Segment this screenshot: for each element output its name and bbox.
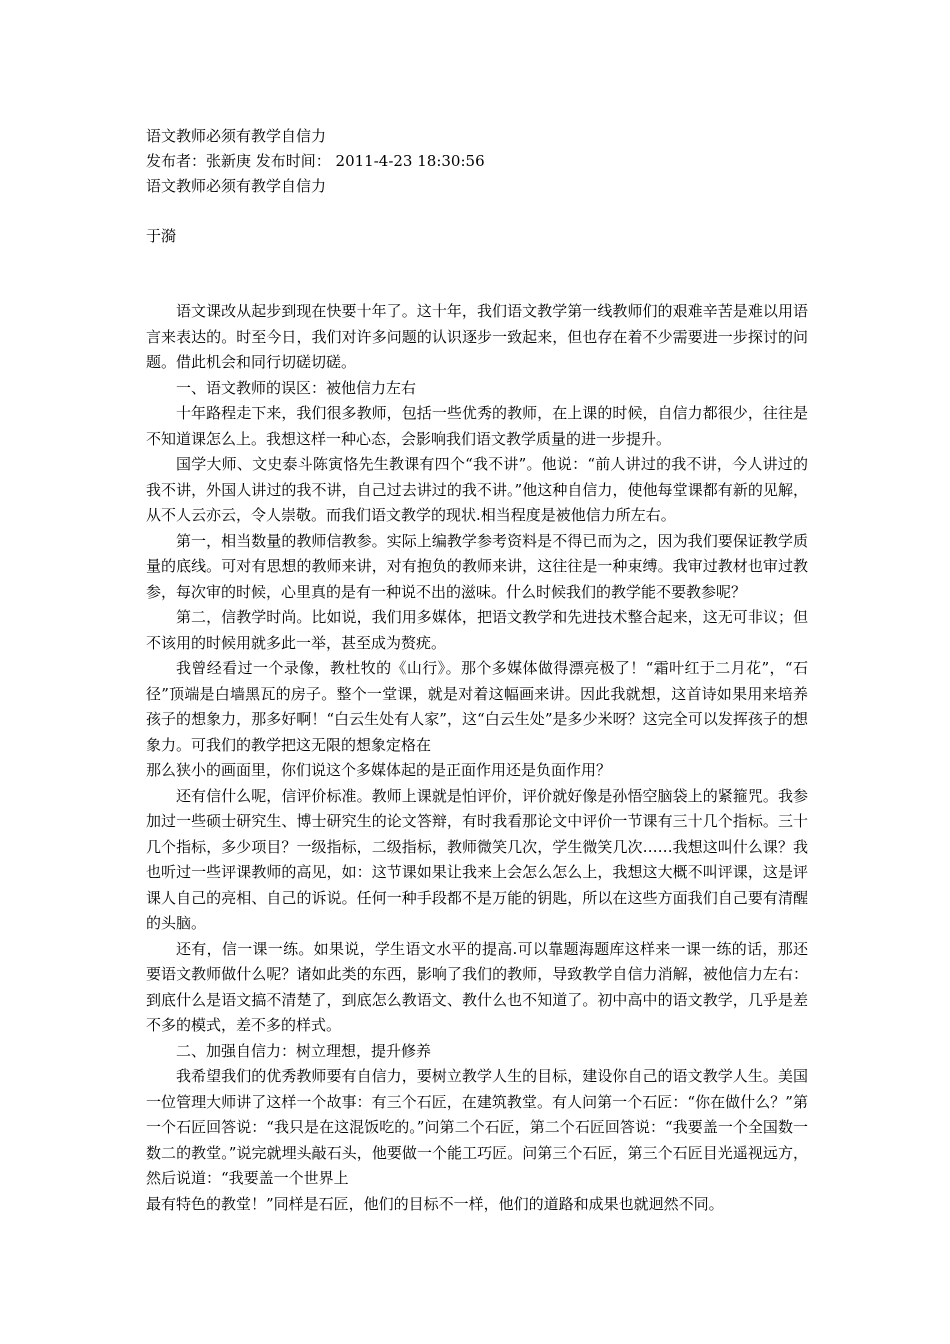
body-paragraph: 国学大师、文史泰斗陈寅恪先生教课有四个“我不讲”。他说：“前人讲过的我不讲，今人讲过的我不讲，外国人讲过的我不讲，自己过去讲过的我不讲。”他这种自信力，使他每堂课都有新的见解，从不人云亦云，令人崇敬。而我们语文教学的现状.相当程度是被他信力所左右。 — [146, 455, 808, 524]
spacer — [146, 249, 808, 299]
document-page — [146, 124, 808, 1217]
body-paragraph: 第二，信教学时尚。比如说，我们用多媒体，把语文教学和先进技术整合起来，这无可非议；但不该用的时候用就多此一举，甚至成为赘疣。 — [146, 608, 808, 652]
body-paragraph: 第一，相当数量的教师信教参。实际上编教学参考资料是不得已而为之，因为我们要保证教学质量的底线。可对有思想的教师来讲，对有抱负的教师来讲，这往往是一种束缚。我审过教材也审过教参，每次审的时候，心里真的是有一种说不出的滋味。什么时候我们的教学能不要教参呢？ — [146, 531, 808, 601]
body-paragraph: 还有，信一课一练。如果说，学生语文水平的提高.可以靠题海题库这样来一课一练的话，那还要语文教师做什么呢？诸如此类的东西，影响了我们的教师，导致教学自信力消解，被他信力左右：到底什么是语文搞不清楚了，到底怎么教语文、教什么也不知道了。初中高中的语文教学，几乎是差不多的模式，差不多的样式。 — [146, 939, 808, 1034]
document-title: 语文教师必须有教学自信力 — [146, 127, 327, 145]
intro-paragraph: 语文课改从起步到现在快要十年了。这十年，我们语文教学第一线教师们的艰难辛苦是难以用语言来表达的。时至今日，我们对许多问题的认识逐步一致起来，但也存在着不少需要进一步探讨的问题。借此机会和同行切磋切磋。 — [146, 302, 808, 371]
section-heading-2: 二、加强自信力：树立理想，提升修养 — [176, 1041, 432, 1060]
body-paragraph: 我希望我们的优秀教师要有自信力，要树立教学人生的目标，建设你自己的语文教学人生。美国一位管理大师讲了这样一个故事：有三个石匠，在建筑教堂。有人问第一个石匠：“你在做什么？”第一个石匠回答说：“我只是在这混饭吃的。”问第二个石匠，第二个石匠回答说：“我要盖一个全国数一数二的教堂。”说完就埋头敲石头，他要做一个能工巧匠。问第三个石匠，第三个石匠目光遥视远方，然后说道：“我要盖一个世界上 — [146, 1067, 808, 1187]
body-paragraph-continuation: 那么狭小的画面里，你们说这个多媒体起的是正面作用还是负面作用？ — [146, 761, 612, 779]
article-title: 语文教师必须有教学自信力 — [146, 177, 327, 195]
body-paragraph: 我曾经看过一个录像，教杜牧的《山行》。那个多媒体做得漂亮极了！“霜叶红于二月花”，“石径”顶端是白墙黑瓦的房子。整个一堂课，就是对着这幅画来讲。因此我就想，这首诗如果用来培养孩子的想象力，那多好啊！“白云生处有人家”，这“白云生处”是多少米呀？这完全可以发挥孩子的想象力。可我们的教学把这无限的想象定格在 — [146, 659, 808, 754]
body-paragraph-continuation: 最有特色的教堂！”同样是石匠，他们的目标不一样，他们的道路和成果也就迥然不同。 — [146, 1194, 724, 1213]
body-paragraph: 还有信什么呢，信评价标准。教师上课就是怕评价，评价就好像是孙悟空脑袋上的紧箍咒。我参加过一些硕士研究生、博士研究生的论文答辩，有时我看那论文中评价一节课有三十几个指标。三十几个指标，多少项目？一级指标，二级指标，教师微笑几次，学生微笑几次……我想这叫什么课？我也听过一些评课教师的高见，如：这节课如果让我来上会怎么怎么上，我想这大概不叫评课，这是评课人自己的亮相、自己的诉说。任何一种手段都不是万能的钥匙，所以在这些方面我们自己要有清醒的头脑。 — [146, 786, 808, 932]
author-name: 于漪 — [146, 227, 177, 245]
section-heading-1: 一、语文教师的误区：被他信力左右 — [176, 378, 417, 397]
publisher-info: 发布者：张新庚 发布时间： 2011-4-23 18:30:56 — [146, 152, 485, 170]
spacer — [146, 199, 808, 224]
body-paragraph: 十年路程走下来，我们很多教师，包括一些优秀的教师，在上课的时候，自信力都很少，往往是不知道课怎么上。我想这样一种心态，会影响我们语文教学质量的进一步提升。 — [146, 404, 808, 448]
